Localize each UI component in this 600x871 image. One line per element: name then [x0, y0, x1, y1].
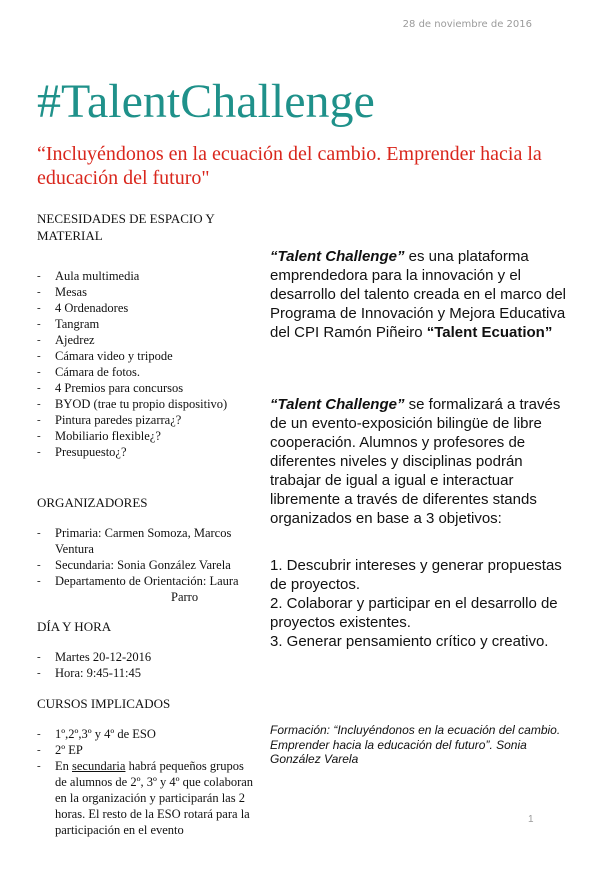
dash-bullet-icon: - — [37, 382, 41, 394]
list-item — [37, 557, 257, 573]
paragraph-text: es una plataforma emprendedora para la innovación y el desarrollo del talento creada en el marco del Programa de Innovación y Mejora Educativa del CPI Ramón Piñeiro — [270, 248, 567, 341]
dash-bullet-icon: - — [37, 286, 41, 298]
list-item — [37, 332, 257, 348]
list-item — [37, 742, 257, 758]
dash-bullet-icon: - — [37, 667, 41, 679]
list-item-text: habrá pequeños grupos de alumnos de 2º, 3º y 4º que colaboran en la organización y participarán las 2 horas. El resto de la ESO rotará para la participación en el evento — [55, 759, 254, 837]
list-item-text: Secundaria: Sonia González Varela — [55, 558, 231, 572]
list-item-text-continued: Parro — [171, 590, 199, 604]
list-item — [37, 348, 257, 364]
list-item — [37, 396, 257, 412]
list-item-text: Presupuesto¿? — [55, 445, 127, 459]
list-item-text: Cámara de fotos. — [55, 365, 141, 379]
needs-heading: NECESIDADES DE ESPACIO Y MATERIAL — [37, 211, 215, 243]
list-item — [37, 380, 257, 396]
dash-bullet-icon: - — [37, 559, 41, 571]
list-item — [37, 284, 257, 300]
formacion-note: Formación: “Incluyéndonos en la ecuación del cambio. Emprender hacia la educación del futuro”. Sonia González Varela — [270, 723, 561, 766]
list-item — [37, 649, 257, 665]
list-item — [37, 428, 257, 444]
bold-title: “Talent Ecuation” — [426, 324, 553, 341]
list-item — [37, 525, 257, 557]
dash-bullet-icon: - — [37, 366, 41, 378]
list-item — [37, 364, 257, 380]
dash-bullet-icon: - — [37, 728, 41, 740]
dash-bullet-icon: - — [37, 527, 41, 539]
list-item-text: 4 Ordenadores — [55, 301, 129, 315]
organizers-heading: ORGANIZADORES — [37, 495, 148, 510]
list-item-text: Martes 20-12-2016 — [55, 650, 152, 664]
courses-heading: CURSOS IMPLICADOS — [37, 696, 171, 711]
list-item-text: Ajedrez — [55, 333, 95, 347]
dash-bullet-icon: - — [37, 302, 41, 314]
schedule-heading: DÍA Y HORA — [37, 619, 112, 634]
organizers-list — [37, 525, 257, 605]
dash-bullet-icon: - — [37, 414, 41, 426]
description-paragraph-2 — [270, 395, 570, 528]
list-item-text: Tangram — [55, 317, 100, 331]
list-item-text: 4 Premios para concursos — [55, 381, 184, 395]
dash-bullet-icon: - — [37, 350, 41, 362]
list-item-text: Primaria: Carmen Somoza, Marcos Ventura — [55, 526, 232, 556]
list-item — [37, 726, 257, 742]
description-paragraph-1 — [270, 247, 570, 342]
page-subtitle: “Incluyéndonos en la ecuación del cambio. Emprender hacia la educación del futuro" — [37, 143, 542, 189]
dash-bullet-icon: - — [37, 270, 41, 282]
left-column — [37, 210, 257, 838]
needs-list — [37, 268, 257, 460]
dash-bullet-icon: - — [37, 430, 41, 442]
underlined-word: secundaria — [72, 759, 126, 773]
dash-bullet-icon: - — [37, 744, 41, 756]
page-number: 1 — [528, 814, 534, 825]
objective-item: 3. Generar pensamiento crítico y creativo. — [270, 633, 549, 650]
objective-item: 2. Colaborar y participar en el desarrollo de proyectos existentes. — [270, 595, 558, 631]
objectives-list — [270, 556, 570, 651]
page-title: #TalentChallenge — [37, 75, 375, 128]
list-item-text: 1º,2º,3º y 4º de ESO — [55, 727, 156, 741]
paragraph-text: se formalizará a través de un evento-exposición bilingüe de libre cooperación. Alumnos y profesores de diferentes niveles y disciplinas podrán trabajar de igual a igual e interactuar libremente a través de diferentes stands organizados en base a 3 objetivos: — [270, 396, 561, 527]
list-item-text: BYOD (trae tu propio dispositivo) — [55, 397, 228, 411]
dash-bullet-icon: - — [37, 760, 41, 772]
list-item — [37, 444, 257, 460]
dash-bullet-icon: - — [37, 398, 41, 410]
list-item — [37, 573, 257, 605]
dash-bullet-icon: - — [37, 446, 41, 458]
list-item-text: En — [55, 759, 69, 773]
list-item-text: Cámara video y tripode — [55, 349, 173, 363]
dash-bullet-icon: - — [37, 334, 41, 346]
list-item-text: 2º EP — [55, 743, 83, 757]
list-item-text: Mesas — [55, 285, 87, 299]
list-item-text: Hora: 9:45-11:45 — [55, 666, 141, 680]
dash-bullet-icon: - — [37, 318, 41, 330]
list-item — [37, 758, 257, 838]
objective-item: 1. Descubrir intereses y generar propuestas de proyectos. — [270, 557, 562, 593]
list-item — [37, 300, 257, 316]
bold-title: “Talent Challenge” — [270, 396, 405, 413]
dash-bullet-icon: - — [37, 651, 41, 663]
list-item — [37, 665, 257, 681]
bold-title: “Talent Challenge” — [270, 248, 405, 265]
list-item — [37, 268, 257, 284]
list-item-text: Mobiliario flexible¿? — [55, 429, 161, 443]
courses-list — [37, 726, 257, 838]
list-item — [37, 316, 257, 332]
list-item — [37, 412, 257, 428]
dash-bullet-icon: - — [37, 575, 41, 587]
list-item-text: Pintura paredes pizarra¿? — [55, 413, 182, 427]
document-date: 28 de noviembre de 2016 — [402, 19, 532, 30]
list-item-text: Aula multimedia — [55, 269, 140, 283]
list-item-text: Departamento de Orientación: Laura — [55, 574, 239, 588]
schedule-list — [37, 649, 257, 681]
